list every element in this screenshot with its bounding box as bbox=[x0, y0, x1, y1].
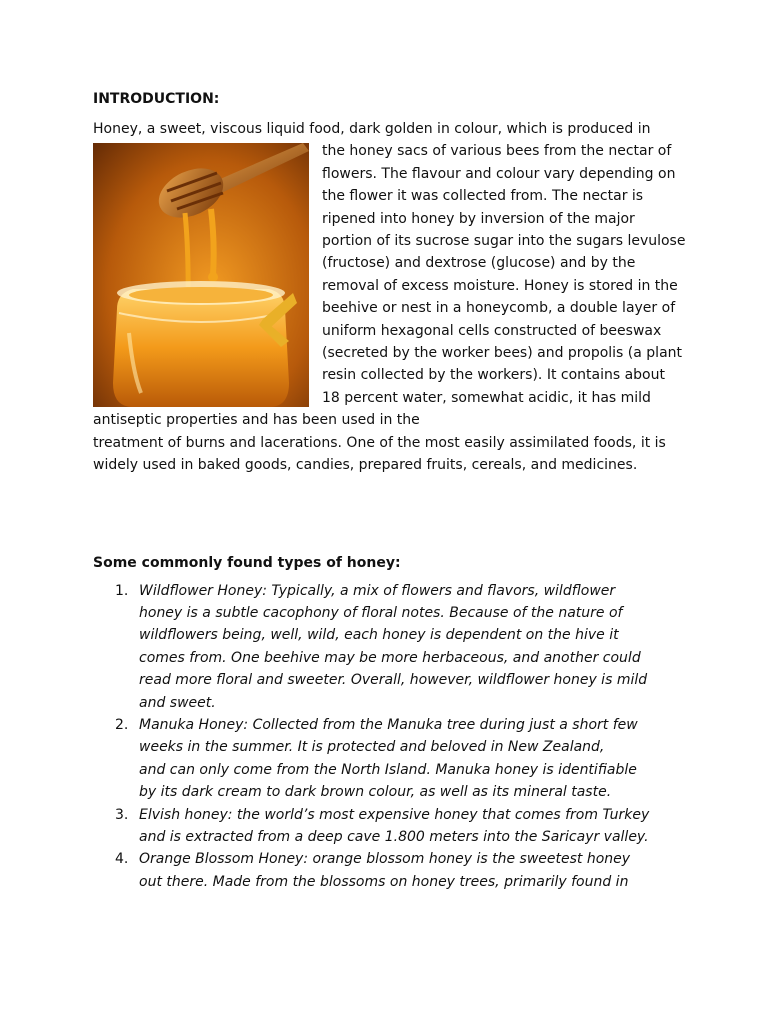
honey-types-heading: Some commonly found types of honey: bbox=[93, 554, 401, 571]
list-line: comes from. One beehive may be more herbaceous, and another could bbox=[139, 649, 641, 666]
intro-line: Honey, a sweet, viscous liquid food, dark golden in colour, which is produced in bbox=[93, 121, 651, 137]
intro-line: widely used in baked goods, candies, prepared fruits, cereals, and medicines. bbox=[93, 457, 638, 474]
section-spacer bbox=[93, 477, 699, 552]
intro-line: uniform hexagonal cells constructed of beeswax bbox=[322, 322, 662, 339]
intro-line: the honey sacs of various bees from the nectar of bbox=[322, 143, 672, 160]
intro-line: 18 percent water, somewhat acidic, it has mild bbox=[322, 389, 651, 406]
list-line: Elvish honey: the world’s most expensive honey that comes from Turkey bbox=[139, 806, 650, 823]
list-line: and is extracted from a deep cave 1.800 meters into the Saricayr valley. bbox=[139, 828, 649, 845]
intro-line: the flower it was collected from. The nectar is bbox=[322, 188, 644, 205]
list-line: weeks in the summer. It is protected and beloved in New Zealand, bbox=[139, 739, 605, 756]
list-line: wildflowers being, well, wild, each honey is dependent on the hive it bbox=[139, 627, 619, 644]
list-line: Orange Blossom Honey: orange blossom honey is the sweetest honey bbox=[139, 851, 631, 868]
honey-types-list bbox=[93, 580, 699, 894]
introduction-heading: INTRODUCTION: bbox=[93, 91, 220, 107]
honey-jar-photo bbox=[93, 143, 309, 407]
honey-type-item bbox=[115, 848, 699, 893]
intro-line: (secreted by the worker bees) and propolis (a plant bbox=[322, 345, 683, 362]
honey-type-item bbox=[115, 804, 699, 849]
intro-line: antiseptic properties and has been used in the bbox=[93, 412, 420, 429]
list-line: Manuka Honey: Collected from the Manuka tree during just a short few bbox=[139, 716, 638, 733]
list-number: 1. bbox=[115, 582, 129, 599]
list-line: Wildflower Honey: Typically, a mix of flowers and flavors, wildflower bbox=[139, 582, 616, 599]
intro-line: flowers. The flavour and colour vary depending on bbox=[322, 165, 676, 182]
list-line: and can only come from the North Island. Manuka honey is identifiable bbox=[139, 761, 637, 778]
list-line: read more floral and sweeter. Overall, however, wildflower honey is mild bbox=[139, 672, 648, 689]
intro-line: ripened into honey by inversion of the major bbox=[322, 210, 635, 227]
intro-line: removal of excess moisture. Honey is stored in the bbox=[322, 277, 678, 294]
list-line: and sweet. bbox=[139, 694, 216, 711]
document-page bbox=[93, 88, 699, 893]
list-line: out there. Made from the blossoms on honey trees, primarily found in bbox=[139, 873, 629, 890]
intro-line: resin collected by the workers). It contains about bbox=[322, 367, 665, 384]
honey-type-item bbox=[115, 580, 699, 714]
list-number: 4. bbox=[115, 851, 129, 868]
list-number: 3. bbox=[115, 806, 129, 823]
list-line: honey is a subtle cacophony of floral notes. Because of the nature of bbox=[139, 604, 623, 621]
list-line: by its dark cream to dark brown colour, as well as its mineral taste. bbox=[139, 784, 612, 801]
intro-line: beehive or nest in a honeycomb, a double layer of bbox=[322, 300, 676, 317]
intro-line: treatment of burns and lacerations. One of the most easily assimilated foods, it is bbox=[93, 434, 666, 451]
honey-type-item bbox=[115, 714, 699, 804]
intro-line: portion of its sucrose sugar into the sugars levulose bbox=[322, 233, 686, 250]
intro-line: (fructose) and dextrose (glucose) and by the bbox=[322, 255, 636, 272]
list-number: 2. bbox=[115, 716, 129, 733]
introduction-paragraph bbox=[93, 118, 699, 477]
